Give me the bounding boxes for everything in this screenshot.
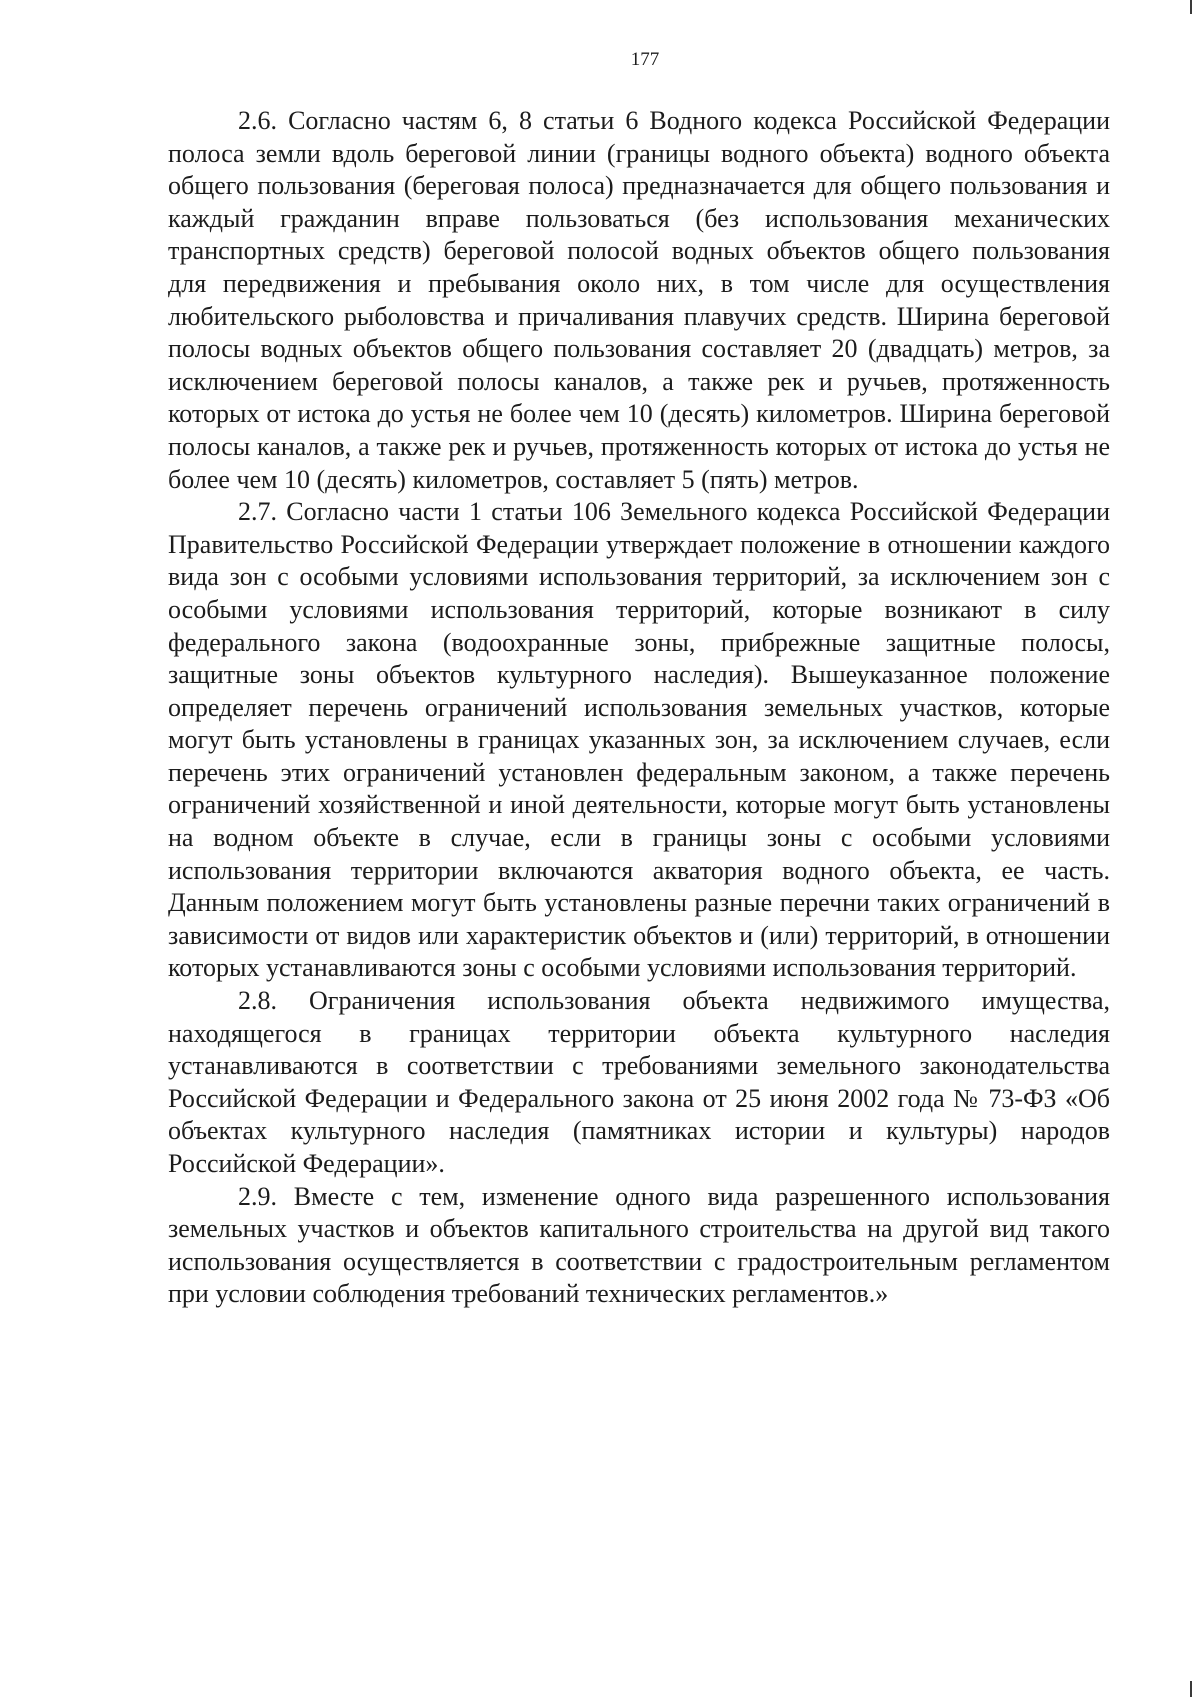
scan-mark-bottom-right bbox=[1190, 1681, 1192, 1697]
paragraph-2-8: 2.8. Ограничения использования объекта недвижимого имущества, находящегося в границах территории объекта культурного наследия устанавливаются в соответствии с требованиями земельного законодательства Российской Федерации и Федерального закона от 25 июня 2002 года № 73-ФЗ «Об объектах культурного наследия (памятниках истории и культуры) народов Российской Федерации». bbox=[168, 986, 1110, 1178]
paragraph-2-6: 2.6. Согласно частям 6, 8 статьи 6 Водного кодекса Российской Федерации полоса земли вдоль береговой линии (границы водного объекта) водного объекта общего пользования (береговая полоса) предназначается для общего пользования и каждый гражданин вправе пользоваться (без использования механических транспортных средств) береговой полосой водных объектов общего пользования для передвижения и пребывания около них, в том числе для осуществления любительского рыболовства и причаливания плавучих средств. Ширина береговой полосы водных объектов общего пользования составляет 20 (двадцать) метров, за исключением береговой полосы каналов, а также рек и ручьев, протяженность которых от истока до устья не более чем 10 (десять) километров. Ширина береговой полосы каналов, а также рек и ручьев, протяженность которых от истока до устья не более чем 10 (десять) километров, составляет 5 (пять) метров. bbox=[168, 106, 1110, 494]
scan-mark-top-right bbox=[1190, 0, 1192, 14]
paragraph-2-7: 2.7. Согласно части 1 статьи 106 Земельного кодекса Российской Федерации Правительство Российской Федерации утверждает положение в отношении каждого вида зон с особыми условиями использования территорий, за исключением зон с особыми условиями использования территорий, которые возникают в силу федерального закона (водоохранные зоны, прибрежные защитные полосы, защитные зоны объектов культурного наследия). Вышеуказанное положение определяет перечень ограничений использования земельных участков, которые могут быть установлены в границах указанных зон, за исключением случаев, если перечень этих ограничений установлен федеральным законом, а также перечень ограничений хозяйственной и иной деятельности, которые могут быть установлены на водном объекте в случае, если в границы зоны с особыми условиями использования территории включаются акватория водного объекта, ее часть. Данным положением могут быть установлены разные перечни таких ограничений в зависимости от видов или характеристик объектов и (или) территорий, в отношении которых устанавливаются зоны с особыми условиями использования территорий. bbox=[168, 497, 1110, 983]
document-body bbox=[168, 105, 1110, 1311]
paragraph-2-9: 2.9. Вместе с тем, изменение одного вида разрешенного использования земельных участков и объектов капитального строительства на другой вид такого использования осуществляется в соответствии с градостроительным регламентом при условии соблюдения требований технических регламентов.» bbox=[168, 1181, 1110, 1309]
page-number: 177 bbox=[630, 49, 660, 70]
